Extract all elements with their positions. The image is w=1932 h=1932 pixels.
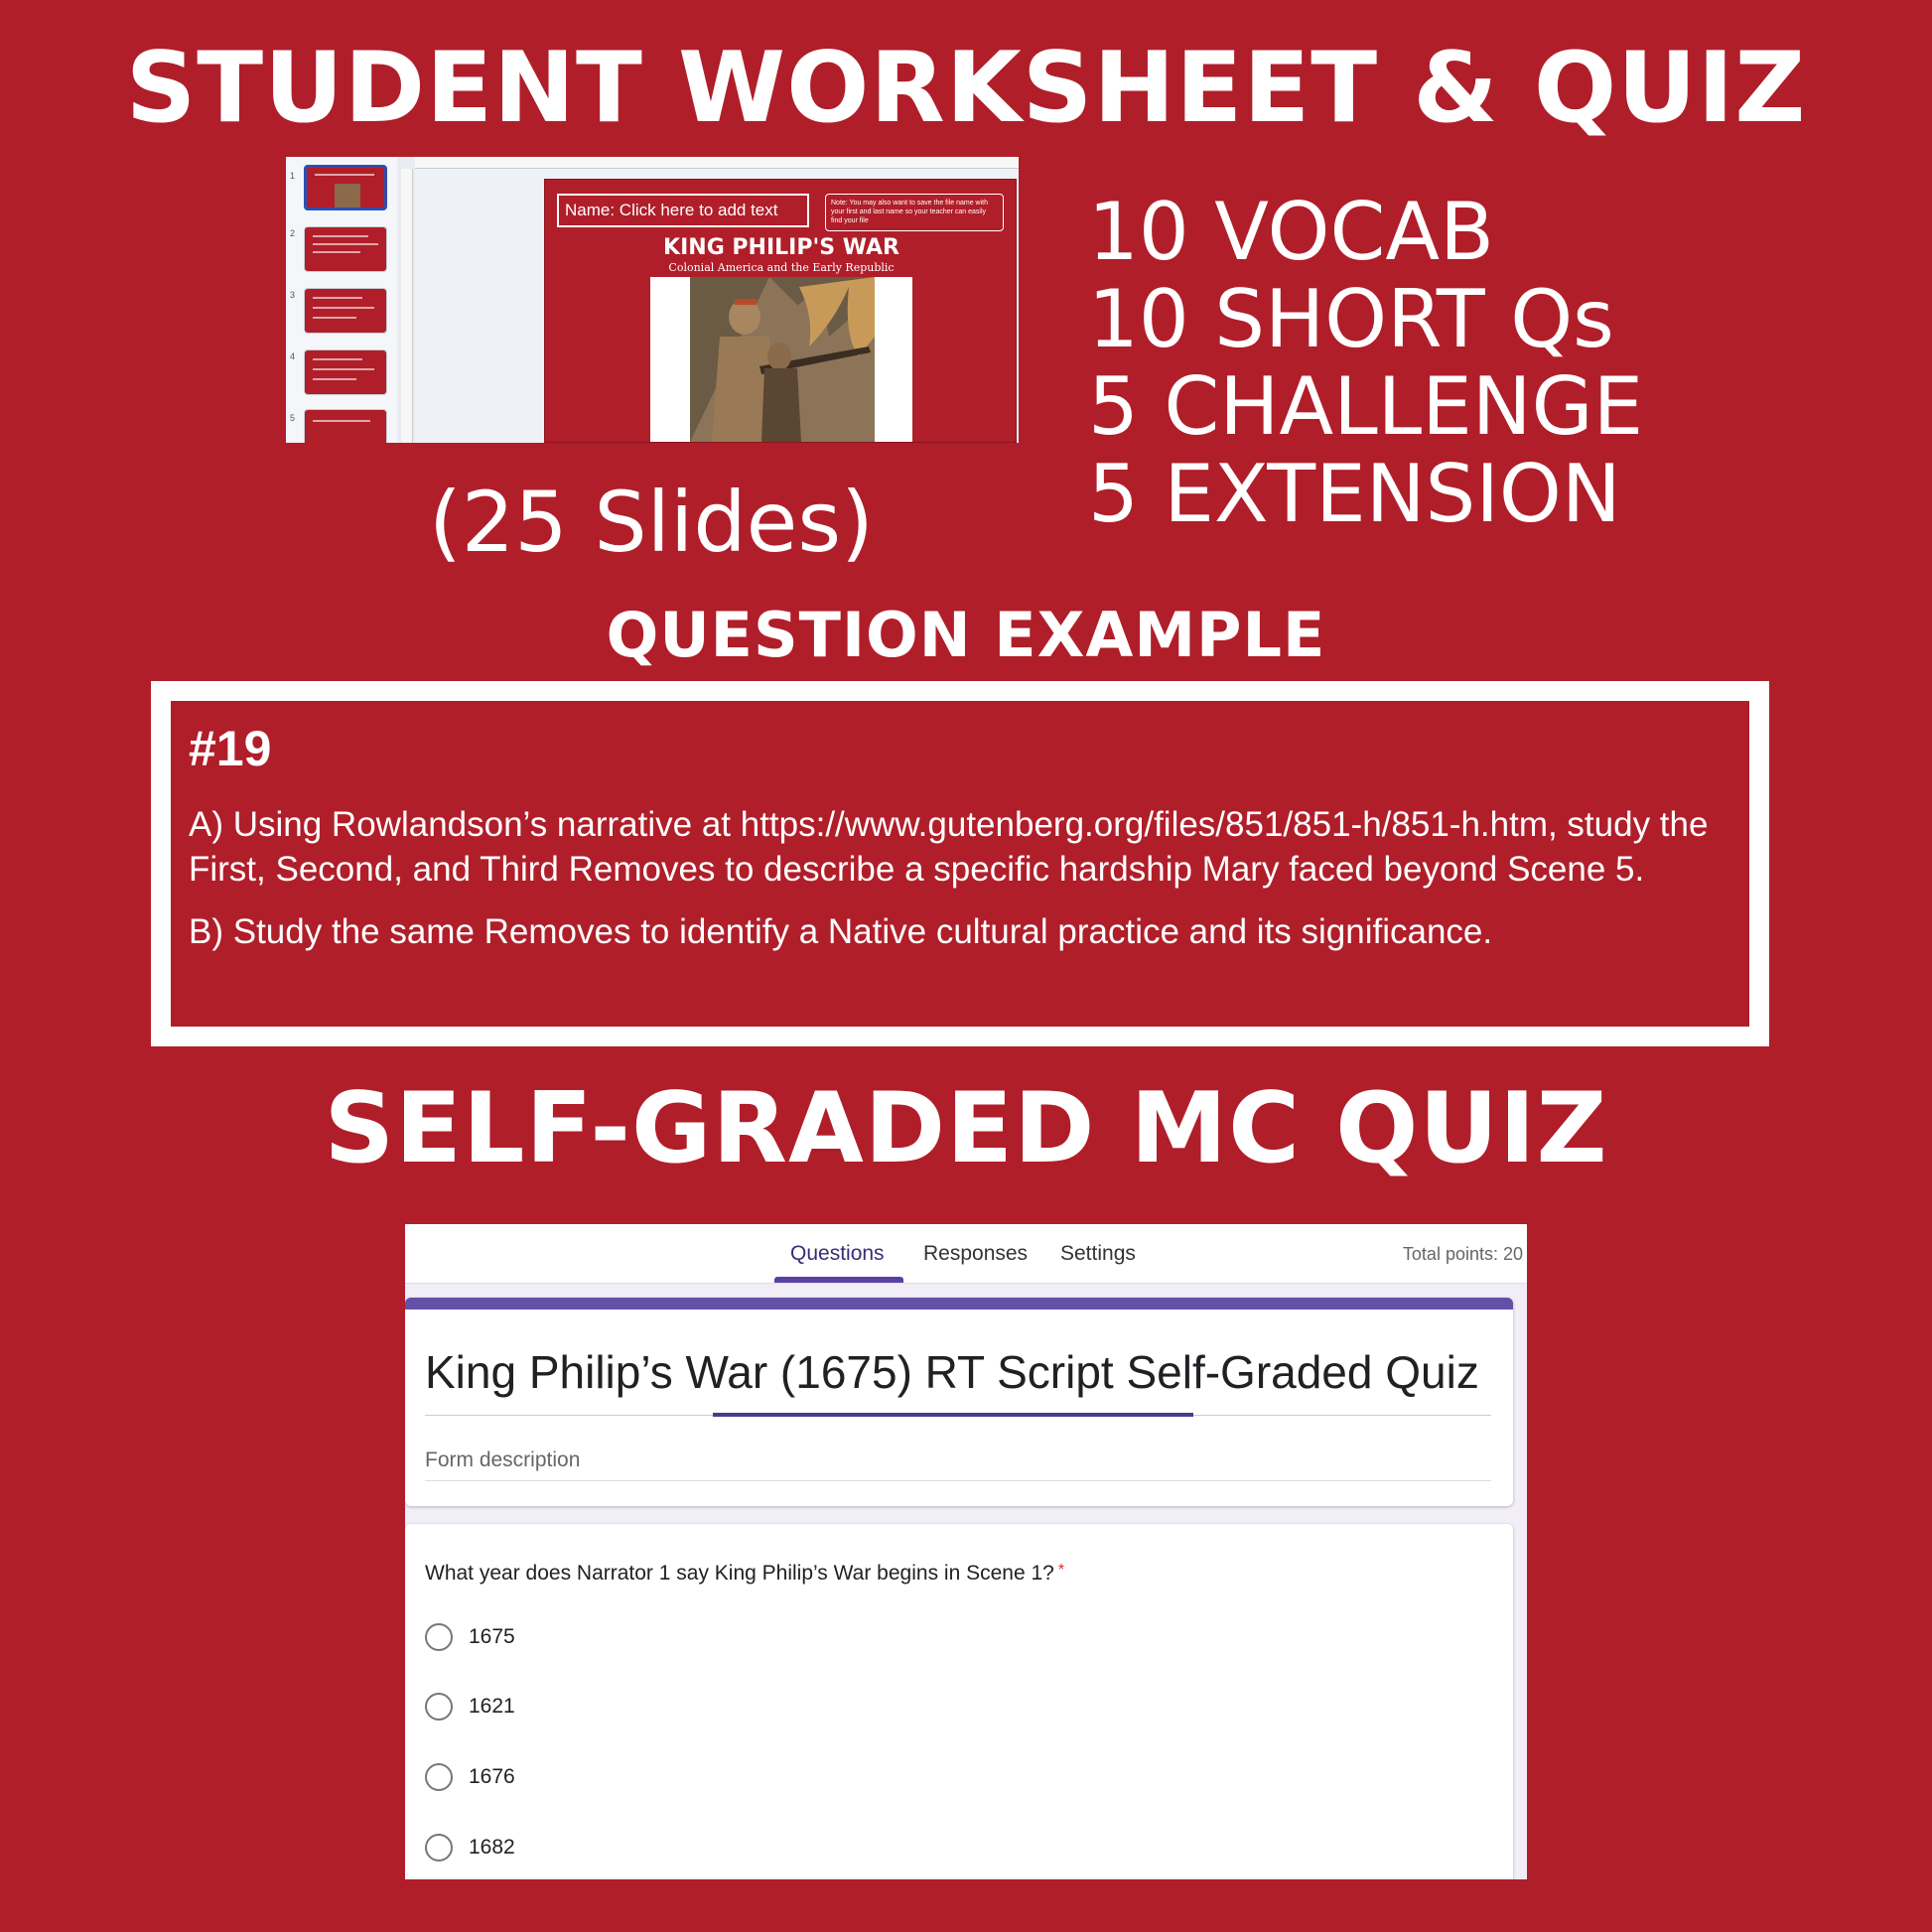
form-title-card (405, 1298, 1513, 1506)
forms-tab-bar (405, 1224, 1527, 1284)
mc-quiz-heading: SELF-GRADED MC QUIZ (324, 1072, 1608, 1185)
stat-extension: 5 EXTENSION (1088, 448, 1621, 540)
question-part-b: B) Study the same Removes to identify a Native cultural practice and its significance. (189, 912, 1493, 951)
stat-short-questions: 10 SHORT Qs (1088, 273, 1614, 365)
stat-vocab: 10 VOCAB (1088, 186, 1494, 278)
radio-icon[interactable] (425, 1834, 453, 1862)
slide-thumbnail-3[interactable] (304, 288, 387, 334)
name-textbox[interactable]: Name: Click here to add text (557, 194, 809, 227)
thumb-number: 2 (290, 228, 296, 238)
question-example-box (151, 681, 1769, 1046)
thumb-number: 5 (290, 413, 296, 423)
tab-settings[interactable]: Settings (1060, 1242, 1136, 1265)
main-heading: STUDENT WORKSHEET & QUIZ (125, 32, 1807, 145)
tab-questions[interactable]: Questions (790, 1242, 885, 1265)
option-1621[interactable] (425, 1693, 515, 1721)
slide-thumbnail-5[interactable] (304, 409, 387, 443)
thumb-number: 3 (290, 290, 296, 300)
thumb-number: 1 (290, 171, 296, 181)
question-number: #19 (189, 721, 272, 776)
tab-responses[interactable]: Responses (923, 1242, 1029, 1265)
radio-icon[interactable] (425, 1623, 453, 1651)
radio-icon[interactable] (425, 1693, 453, 1721)
active-tab-indicator (774, 1277, 903, 1283)
slides-count: (25 Slides) (429, 474, 874, 571)
description-underline (425, 1480, 1491, 1481)
form-title-input[interactable]: King Philip’s War (1675) RT Script Self-Graded Quiz (425, 1346, 1479, 1398)
slide-subtitle: Colonial America and the Early Republic (668, 261, 895, 274)
option-1682[interactable] (425, 1834, 515, 1862)
slide-thumbnail-2[interactable] (304, 226, 387, 272)
option-label: 1675 (469, 1625, 515, 1648)
question-example-heading: QUESTION EXAMPLE (606, 599, 1326, 671)
slide-thumbnail-1[interactable] (304, 165, 387, 210)
title-focus-indicator (713, 1413, 1193, 1417)
option-label: 1621 (469, 1695, 515, 1718)
form-description-input[interactable]: Form description (425, 1449, 581, 1471)
slide-illustration (650, 277, 912, 442)
vertical-ruler (401, 169, 413, 443)
radio-icon[interactable] (425, 1763, 453, 1791)
main-slide (544, 179, 1017, 443)
option-label: 1676 (469, 1765, 515, 1788)
question-text (425, 1562, 1064, 1586)
option-1675[interactable] (425, 1623, 515, 1651)
option-1676[interactable] (425, 1763, 515, 1791)
slide-thumbnail-panel (286, 157, 397, 443)
slide-thumbnail-4[interactable] (304, 349, 387, 395)
horizontal-ruler (415, 157, 1019, 169)
option-label: 1682 (469, 1836, 515, 1859)
question-card (405, 1524, 1513, 1879)
stat-challenge: 5 CHALLENGE (1088, 360, 1644, 453)
slides-screenshot (286, 157, 1019, 443)
slide-title: KING PHILIP'S WAR (663, 235, 899, 260)
thumb-number: 4 (290, 351, 296, 361)
required-marker: * (1057, 1562, 1065, 1579)
note-textbox: Note: You may also want to save the file name with your first and last name so your teacher can easily find your file (825, 194, 1004, 231)
forms-screenshot (405, 1224, 1527, 1879)
question-part-a: A) Using Rowlandson’s narrative at https://www.gutenberg.org/files/851/851-h/851-h.htm, study the First, Second, and Third Removes to describe a specific hardship Mary faced beyond Scene 5. (189, 805, 1709, 889)
question-label: What year does Narrator 1 say King Philip’s War begins in Scene 1? (425, 1562, 1054, 1585)
total-points: Total points: 20 (1402, 1244, 1523, 1264)
